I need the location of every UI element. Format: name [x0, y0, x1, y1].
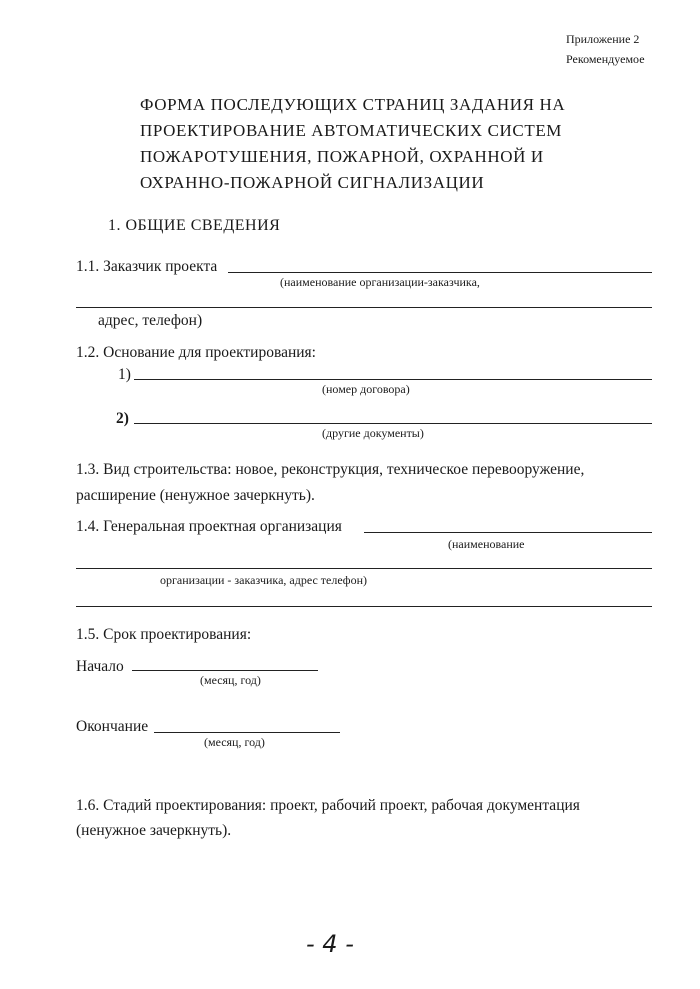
- start-date-field[interactable]: [132, 670, 318, 671]
- construction-type-line-1: 1.3. Вид строительства: новое, реконструкция, техническое перевооружение,: [76, 461, 585, 478]
- customer-label: 1.1. Заказчик проекта: [76, 258, 218, 275]
- contract-number-hint: (номер договора): [322, 382, 410, 396]
- design-stage-line-1: 1.6. Стадий проектирования: проект, рабочий проект, рабочая документация: [76, 797, 580, 814]
- general-designer-name-field[interactable]: [364, 532, 652, 533]
- form-title-line-2: ПРОЕКТИРОВАНИЕ АВТОМАТИЧЕСКИХ СИСТЕМ: [140, 121, 563, 140]
- general-designer-hint: (наименование: [448, 537, 525, 551]
- general-designer-field-2[interactable]: [76, 568, 652, 569]
- start-label: Начало: [76, 658, 124, 675]
- end-date-field[interactable]: [154, 732, 340, 733]
- design-period-label: 1.5. Срок проектирования:: [76, 626, 252, 643]
- section-heading: 1. ОБЩИЕ СВЕДЕНИЯ: [108, 217, 281, 234]
- customer-address-hint: адрес, телефон): [98, 312, 203, 329]
- customer-name-field[interactable]: [228, 272, 652, 273]
- appendix-status: Рекомендуемое: [566, 52, 645, 66]
- form-title-line-1: ФОРМА ПОСЛЕДУЮЩИХ СТРАНИЦ ЗАДАНИЯ НА: [140, 95, 566, 114]
- other-documents-field[interactable]: [134, 423, 652, 424]
- basis-label: 1.2. Основание для проектирования:: [76, 344, 316, 361]
- end-date-hint: (месяц, год): [204, 735, 265, 749]
- basis-item-2-number: 2): [116, 410, 129, 427]
- construction-type-line-2: расширение (ненужное зачеркнуть).: [76, 487, 315, 504]
- start-date-hint: (месяц, год): [200, 673, 261, 687]
- customer-address-field[interactable]: [76, 307, 652, 308]
- general-designer-label: 1.4. Генеральная проектная организация: [76, 518, 342, 535]
- form-title-line-3: ПОЖАРОТУШЕНИЯ, ПОЖАРНОЙ, ОХРАННОЙ И: [140, 147, 544, 166]
- form-title-line-4: ОХРАННО-ПОЖАРНОЙ СИГНАЛИЗАЦИИ: [140, 173, 485, 192]
- page-number: - 4 -: [306, 930, 354, 958]
- general-designer-address-hint: организации - заказчика, адрес телефон): [160, 573, 367, 587]
- appendix-number: Приложение 2: [566, 32, 640, 46]
- basis-item-1-number: 1): [118, 366, 131, 383]
- contract-number-field[interactable]: [134, 379, 652, 380]
- end-label: Окончание: [76, 718, 149, 735]
- customer-hint: (наименование организации-заказчика,: [280, 275, 480, 289]
- design-stage-line-2: (ненужное зачеркнуть).: [76, 822, 232, 839]
- general-designer-field-3[interactable]: [76, 606, 652, 607]
- other-documents-hint: (другие документы): [322, 426, 424, 440]
